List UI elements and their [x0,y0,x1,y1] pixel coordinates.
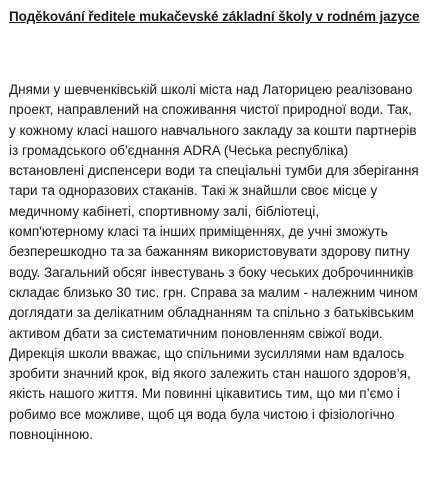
body-line: із громадського об'єднання ADRA (Чеська республіка) [9,142,349,158]
body-line: доглядати за делікатним обладнанням та спільно з батьківським [9,305,414,321]
body-line: комп'ютерному класі та інших приміщеннях, де учні зможуть [9,224,388,240]
body-line: робимо все можливе, щоб ця вода була чистою і фізіологічно [9,406,395,422]
body-line: воду. Загальний обсяг інвестувань з боку чеських доброчинників [9,264,414,280]
body-line: проект, направлений на споживання чистої природної води. Так, [9,102,412,118]
document-body [9,80,437,445]
body-line: тари та одноразових стаканів. Такі ж знайшли своє місце у [9,183,378,199]
body-line: активом дбати за систематичним поновленням свіжої води. [9,325,383,341]
body-line: у кожному класі нашого навчального закладу за кошти партнерів [9,122,417,138]
body-line: медичному кабінеті, спортивному залі, бібліотеці, [9,203,320,219]
body-line: встановлені диспенсери води та спеціальні тумби для зберігання [9,163,419,179]
body-line: повноцінною. [9,427,93,443]
body-line: складає близько 30 тис. грн. Справа за малим - належним чином [9,284,418,300]
body-line: Дирекція школи вважає, що спільними зусиллями нам вдалось [9,345,405,361]
body-line: Днями у шевченківській школі міста над Латорицею реалізовано [9,82,413,97]
body-line: безперешкодно та за бажанням використовувати здорову питну [9,244,410,260]
body-line: зробити значний крок, від якого залежить стан нашого здоров’я, [9,366,411,382]
document-title: Подěkování ředitele mukačevské základní školy v rodném jazyce [9,9,420,24]
body-line: якість нашого життя. Ми повинні цікавитись тим, що ми п’ємо і [9,386,401,402]
